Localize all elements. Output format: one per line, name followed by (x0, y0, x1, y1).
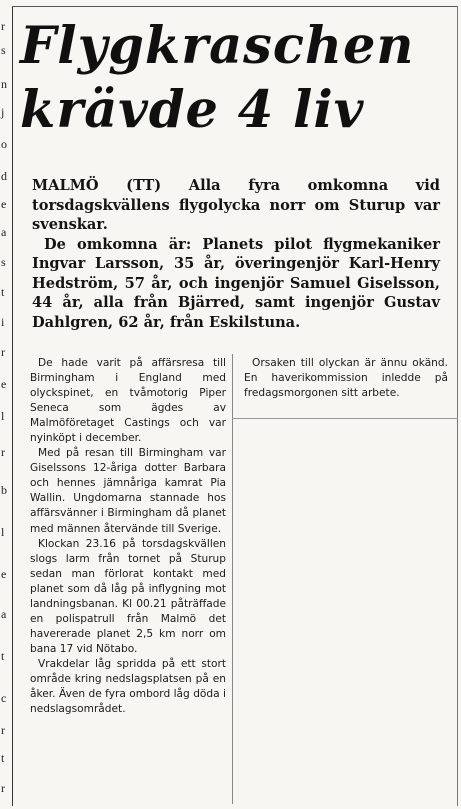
top-border-rule (12, 6, 458, 7)
edge-letter: r (1, 345, 5, 359)
right-border-rule (457, 6, 458, 806)
edge-letter: l (1, 525, 5, 539)
edge-letter: r (1, 781, 5, 795)
headline-line-1: Flygkraschen (20, 16, 415, 76)
edge-letter: s (1, 255, 6, 269)
edge-letter: i (1, 315, 5, 329)
edge-letter: o (1, 137, 7, 151)
left-border-rule (12, 6, 13, 806)
adjacent-column-scraps (0, 0, 12, 809)
edge-letter: a (1, 225, 7, 239)
edge-letter: r (1, 445, 5, 459)
edge-letter: e (1, 377, 7, 391)
body-paragraph: Med på resan till Birmingham var Giselssons 12-åriga dotter Barbara och hennes jämnåriga kamrat Pia Wallin. Ungdomarna stannade hos affärsvänner i Birmingham då planet med männen återvände till Sverige. (30, 447, 226, 535)
edge-letter: e (1, 567, 7, 581)
body-paragraph: Vrakdelar låg spridda på ett stort område kring nedslagsplatsen på en åker. Även de fyra ombord låg döda i nedslagsområdet. (30, 657, 226, 716)
edge-letter: l (1, 409, 5, 423)
edge-letter: e (1, 197, 7, 211)
headline (20, 14, 452, 142)
lead-paragraphs (32, 176, 440, 332)
lead-paragraph-1: MALMÖ (TT) Alla fyra omkomna vid torsdagskvällens flygolycka norr om Sturup var svenskar. (32, 177, 440, 233)
body-paragraph: De hade varit på affärsresa till Birmingham i England med olyckspinet, en tvåmotorig Piper Seneca som ägdes av Malmöföretaget Castings och var nyinköpt i december. (30, 357, 226, 445)
body-column-right (244, 356, 448, 401)
headline-line-2: krävde 4 liv (20, 80, 365, 140)
edge-letter: t (1, 285, 5, 299)
edge-letter: n (1, 77, 7, 91)
edge-letter: a (1, 607, 7, 621)
edge-letter: s (1, 43, 6, 57)
column-end-rule (232, 418, 458, 419)
edge-letter: c (1, 691, 7, 705)
body-paragraph: Orsaken till olyckan är ännu okänd. En haverikommission inledde på fredagsmorgonen sitt arbete. (244, 357, 448, 400)
edge-letter: t (1, 751, 5, 765)
edge-letter: t (1, 649, 5, 663)
column-divider (232, 354, 233, 804)
lead-paragraph-2: De omkomna är: Planets pilot flygmekaniker Ingvar Larsson, 35 år, överingenjör Karl-Henry Hedström, 57 år, och ingenjör Samuel Giselsson, 44 år, alla från Bjärred, samt ingenjör Gustav Dahlgren, 62 år, från Eskilstuna. (32, 235, 440, 331)
body-column-left (30, 356, 226, 717)
body-paragraph: Klockan 23.16 på torsdagskvällen slogs larm från tornet på Sturup sedan man förlorat kontakt med planet som då låg på inflygning mot landningsbanan. Kl 00.21 påträffade en polispatrull från Malmö det havererade planet 2,5 km norr om bana 17 vid Nötabo. (30, 537, 226, 655)
edge-letter: b (1, 483, 7, 497)
edge-letter: r (1, 19, 5, 33)
edge-letter: j (1, 105, 5, 119)
edge-letter: d (1, 169, 7, 183)
edge-letter: r (1, 723, 5, 737)
